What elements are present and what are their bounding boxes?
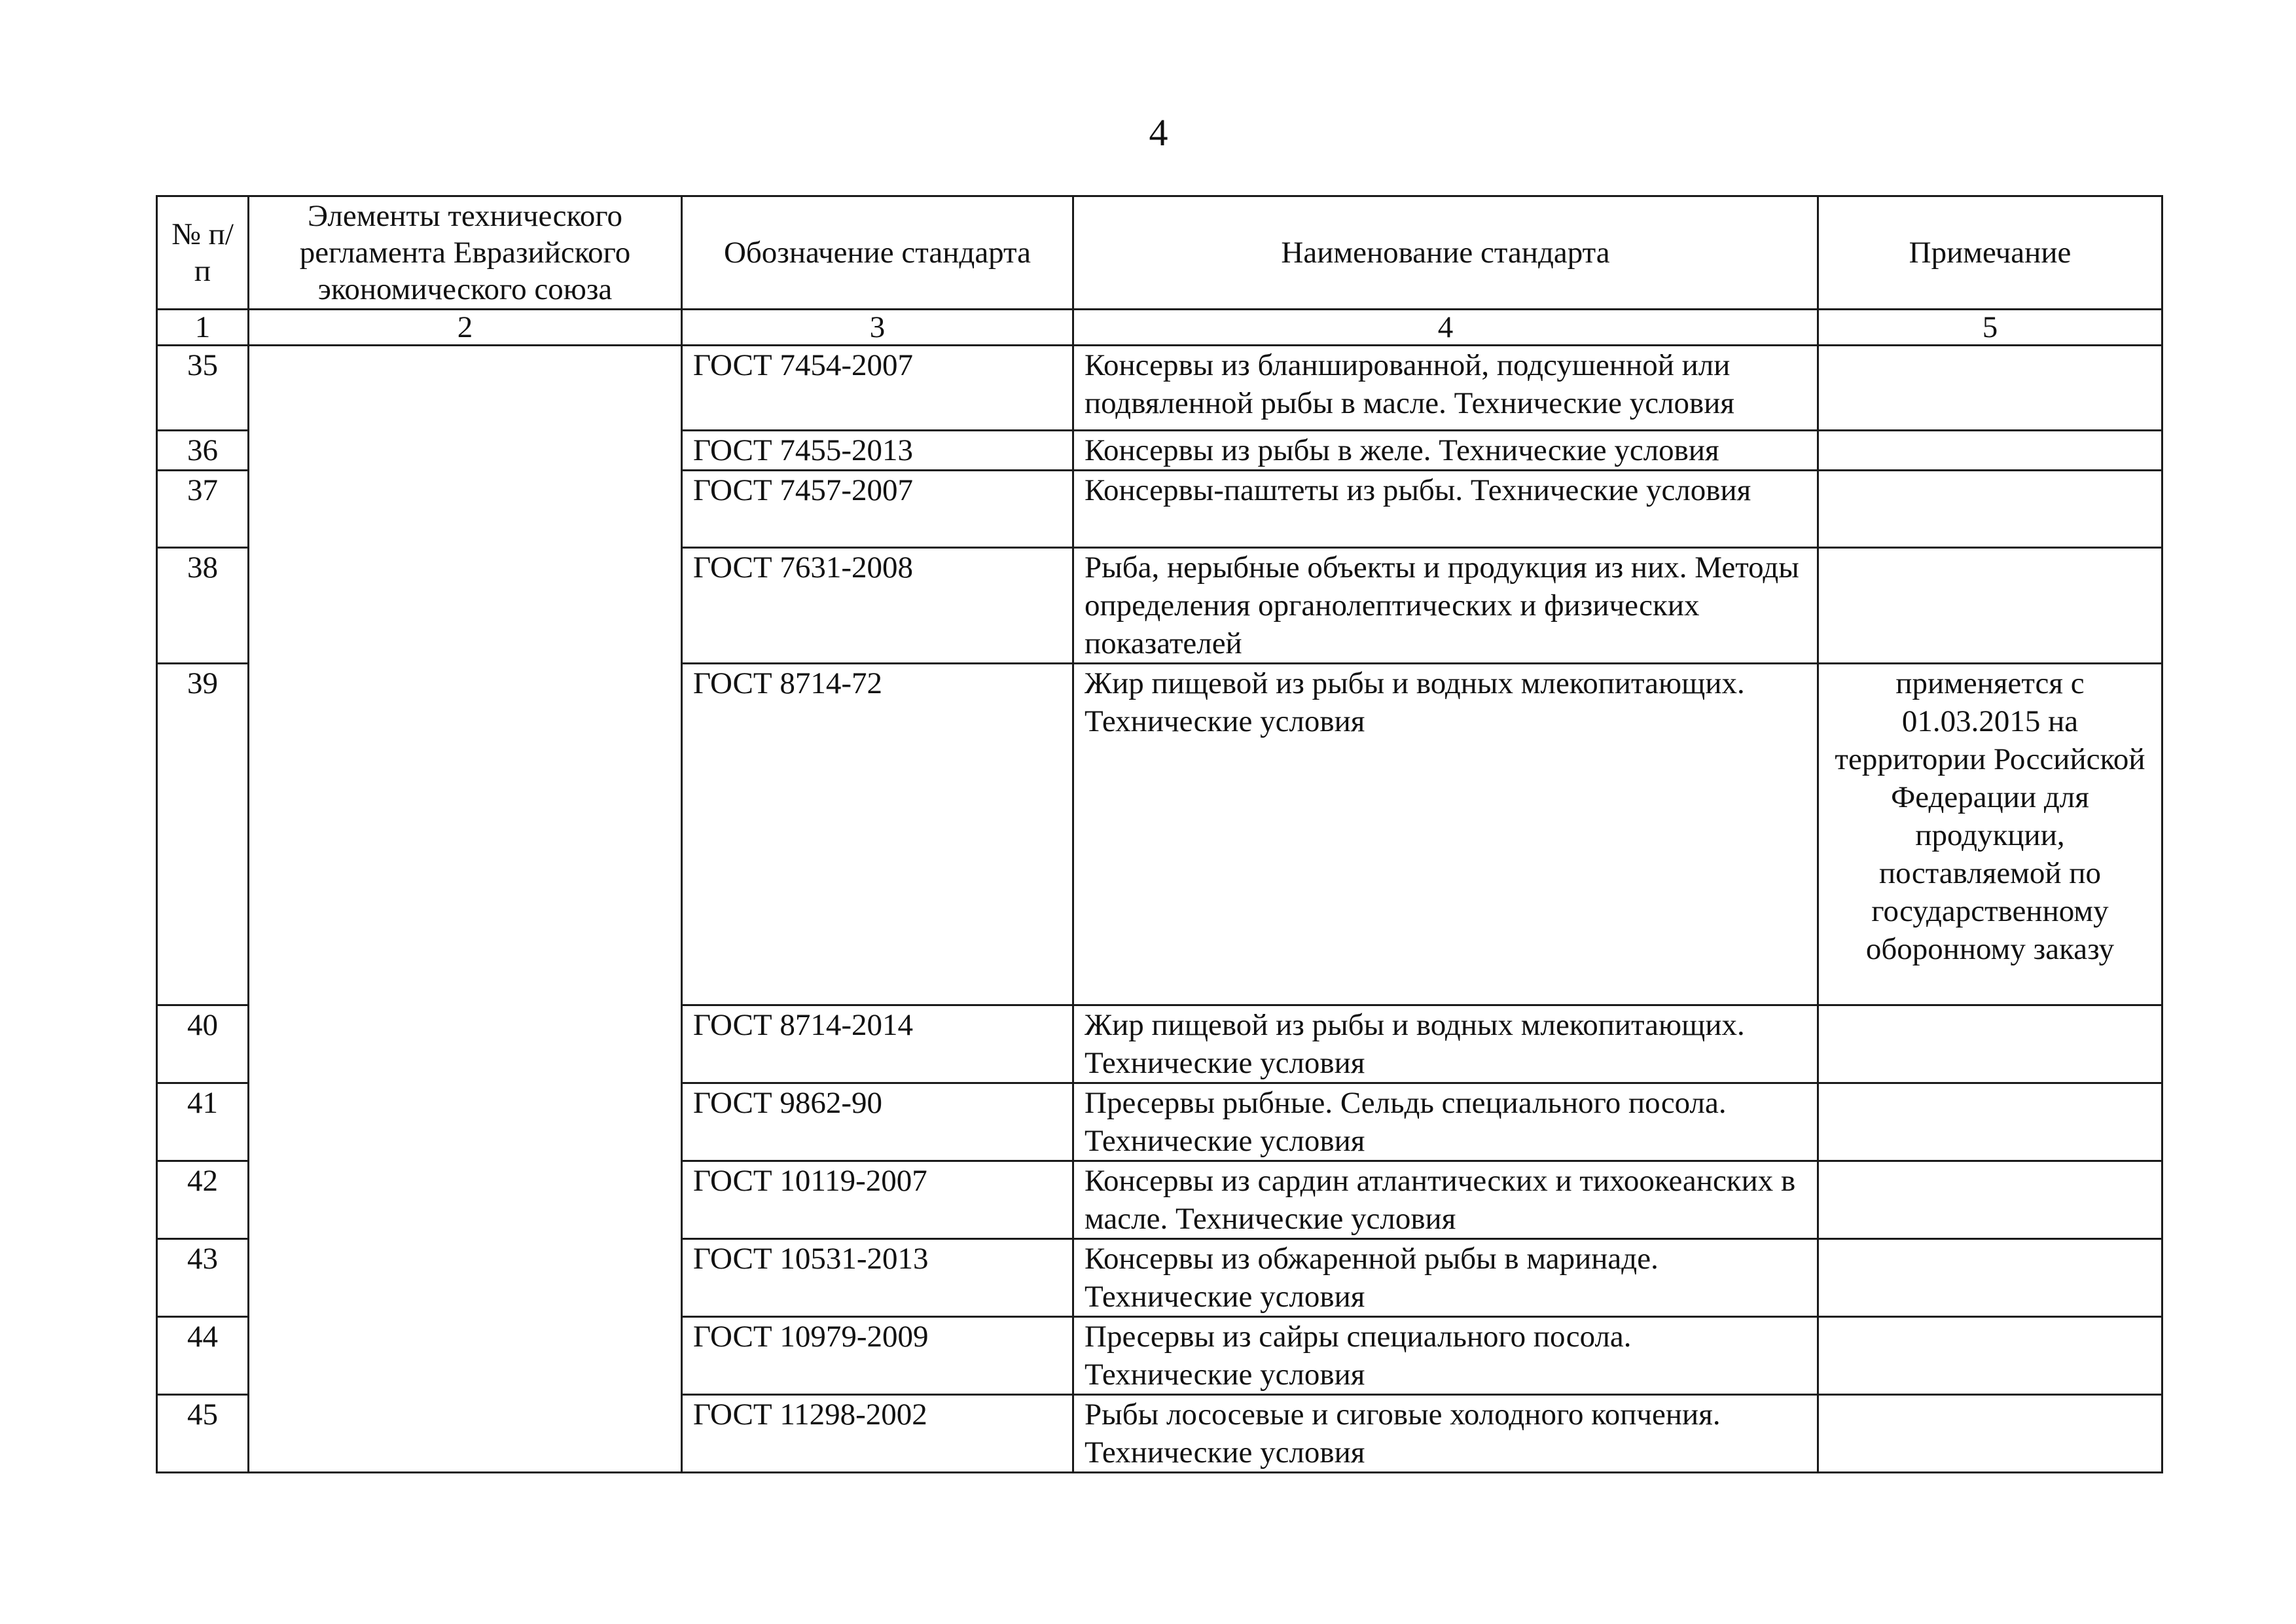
standard-name: Пресервы из сайры специального посола. Технические условия [1073, 1317, 1818, 1395]
standard-name: Жир пищевой из рыбы и водных млекопитающих. Технические условия [1073, 664, 1818, 1005]
standard-code: ГОСТ 10979-2009 [682, 1317, 1073, 1395]
note [1818, 1395, 2162, 1473]
header-row [157, 196, 2162, 310]
note [1818, 548, 2162, 664]
row-number: 41 [157, 1083, 249, 1161]
standard-code: ГОСТ 10531-2013 [682, 1239, 1073, 1317]
row-number: 43 [157, 1239, 249, 1317]
column-number: 1 [157, 310, 249, 346]
standard-name: Консервы из обжаренной рыбы в маринаде. Технические условия [1073, 1239, 1818, 1317]
header-note: Примечание [1818, 196, 2162, 310]
standard-code: ГОСТ 7454-2007 [682, 346, 1073, 431]
note [1818, 1239, 2162, 1317]
row-number: 36 [157, 431, 249, 471]
note [1818, 1005, 2162, 1083]
row-number: 38 [157, 548, 249, 664]
standard-code: ГОСТ 8714-72 [682, 664, 1073, 1005]
column-number: 4 [1073, 310, 1818, 346]
standard-code: ГОСТ 11298-2002 [682, 1395, 1073, 1473]
standard-name: Консервы из рыбы в желе. Технические условия [1073, 431, 1818, 471]
column-number: 2 [249, 310, 682, 346]
standard-code: ГОСТ 9862-90 [682, 1083, 1073, 1161]
standards-table [156, 195, 2163, 1473]
row-number: 40 [157, 1005, 249, 1083]
note [1818, 1161, 2162, 1239]
row-number: 42 [157, 1161, 249, 1239]
column-number: 3 [682, 310, 1073, 346]
standard-code: ГОСТ 10119-2007 [682, 1161, 1073, 1239]
standard-code: ГОСТ 7457-2007 [682, 471, 1073, 548]
standard-code: ГОСТ 7631-2008 [682, 548, 1073, 664]
column-number: 5 [1818, 310, 2162, 346]
row-number: 37 [157, 471, 249, 548]
note [1818, 1317, 2162, 1395]
note [1818, 431, 2162, 471]
header-standard-name: Наименование стандарта [1073, 196, 1818, 310]
page-number: 4 [1149, 111, 1168, 154]
standard-name: Консервы из бланшированной, подсушенной или подвяленной рыбы в масле. Технические условия [1073, 346, 1818, 431]
row-number: 35 [157, 346, 249, 431]
standard-name: Рыба, нерыбные объекты и продукция из них. Методы определения органолептических и физических показателей [1073, 548, 1818, 664]
note [1818, 1083, 2162, 1161]
header-elements: Элементы технического регламента Евразийского экономического союза [249, 196, 682, 310]
standard-name: Консервы из сардин атлантических и тихоокеанских в масле. Технические условия [1073, 1161, 1818, 1239]
note [1818, 346, 2162, 431]
column-numbers-row [157, 310, 2162, 346]
note: применяется с 01.03.2015 на территории Российской Федерации для продукции, поставляемой по государственному оборонному заказу [1818, 664, 2162, 1005]
standard-name: Рыбы лососевые и сиговые холодного копчения. Технические условия [1073, 1395, 1818, 1473]
table-row [157, 346, 2162, 431]
elements-cell [249, 346, 682, 1473]
row-number: 44 [157, 1317, 249, 1395]
note [1818, 471, 2162, 548]
standard-code: ГОСТ 7455-2013 [682, 431, 1073, 471]
row-number: 39 [157, 664, 249, 1005]
standard-code: ГОСТ 8714-2014 [682, 1005, 1073, 1083]
standard-name: Консервы-паштеты из рыбы. Технические условия [1073, 471, 1818, 548]
row-number: 45 [157, 1395, 249, 1473]
header-number: № п/п [157, 196, 249, 310]
standard-name: Жир пищевой из рыбы и водных млекопитающих. Технические условия [1073, 1005, 1818, 1083]
header-standard-code: Обозначение стандарта [682, 196, 1073, 310]
standard-name: Пресервы рыбные. Сельдь специального посола. Технические условия [1073, 1083, 1818, 1161]
